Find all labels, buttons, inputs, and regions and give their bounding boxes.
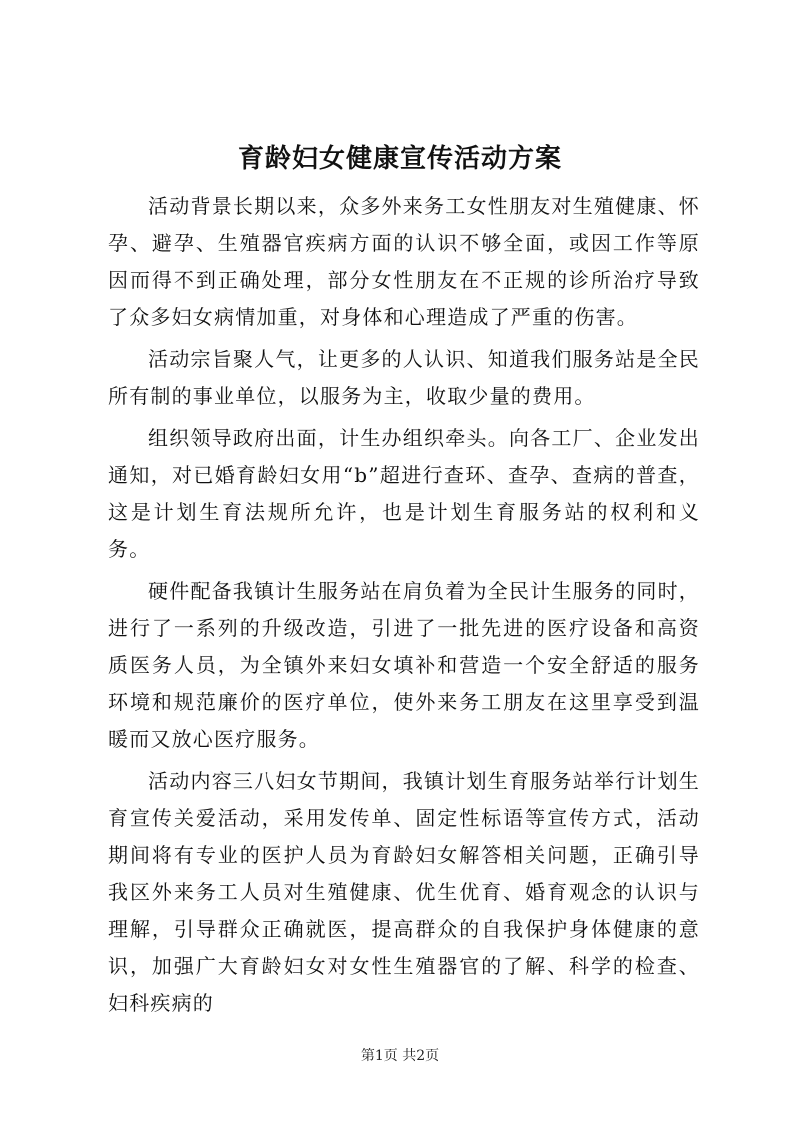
document-title: 育龄妇女健康宣传活动方案 xyxy=(237,144,562,174)
paragraph-organization: 组织领导政府出面，计生办组织牵头。向各工厂、企业发出通知，对已婚育龄妇女用“b”超进行查环、查孕、查病的普查，这是计划生育法规所允许，也是计划生育服务站的权利和义务。 xyxy=(108,426,700,561)
paragraph-background: 活动背景长期以来，众多外来务工女性朋友对生殖健康、怀孕、避孕、生殖器官疾病方面的认识不够全面，或因工作等原因而得不到正确处理，部分女性朋友在不正规的诊所治疗导致了众多妇女病情加重，对身体和心理造成了严重的伤害。 xyxy=(108,194,700,329)
paragraph-hardware: 硬件配备我镇计生服务站在肩负着为全民计生服务的同时，进行了一系列的升级改造，引进了一批先进的医疗设备和高资质医务人员，为全镇外来妇女填补和营造一个安全舒适的服务环境和规范廉价的医疗单位，使外来务工朋友在这里享受到温暖而又放心医疗服务。 xyxy=(108,579,700,751)
paragraph-content: 活动内容三八妇女节期间，我镇计划生育服务站举行计划生育宣传关爱活动，采用发传单、固定性标语等宣传方式，活动期间将有专业的医护人员为育龄妇女解答相关问题，正确引导我区外来务工人员对生殖健康、优生优育、婚育观念的认识与理解，引导群众正确就医，提高群众的自我保护身体健康的意识，加强广大育龄妇女对女性生殖器官的了解、科学的检查、妇科疾病的 xyxy=(108,769,700,1015)
paragraph-purpose: 活动宗旨聚人气，让更多的人认识、知道我们服务站是全民所有制的事业单位，以服务为主，收取少量的费用。 xyxy=(108,347,700,408)
document-body xyxy=(108,188,700,1027)
page-number-footer: 第1页 共2页 xyxy=(360,1048,440,1064)
